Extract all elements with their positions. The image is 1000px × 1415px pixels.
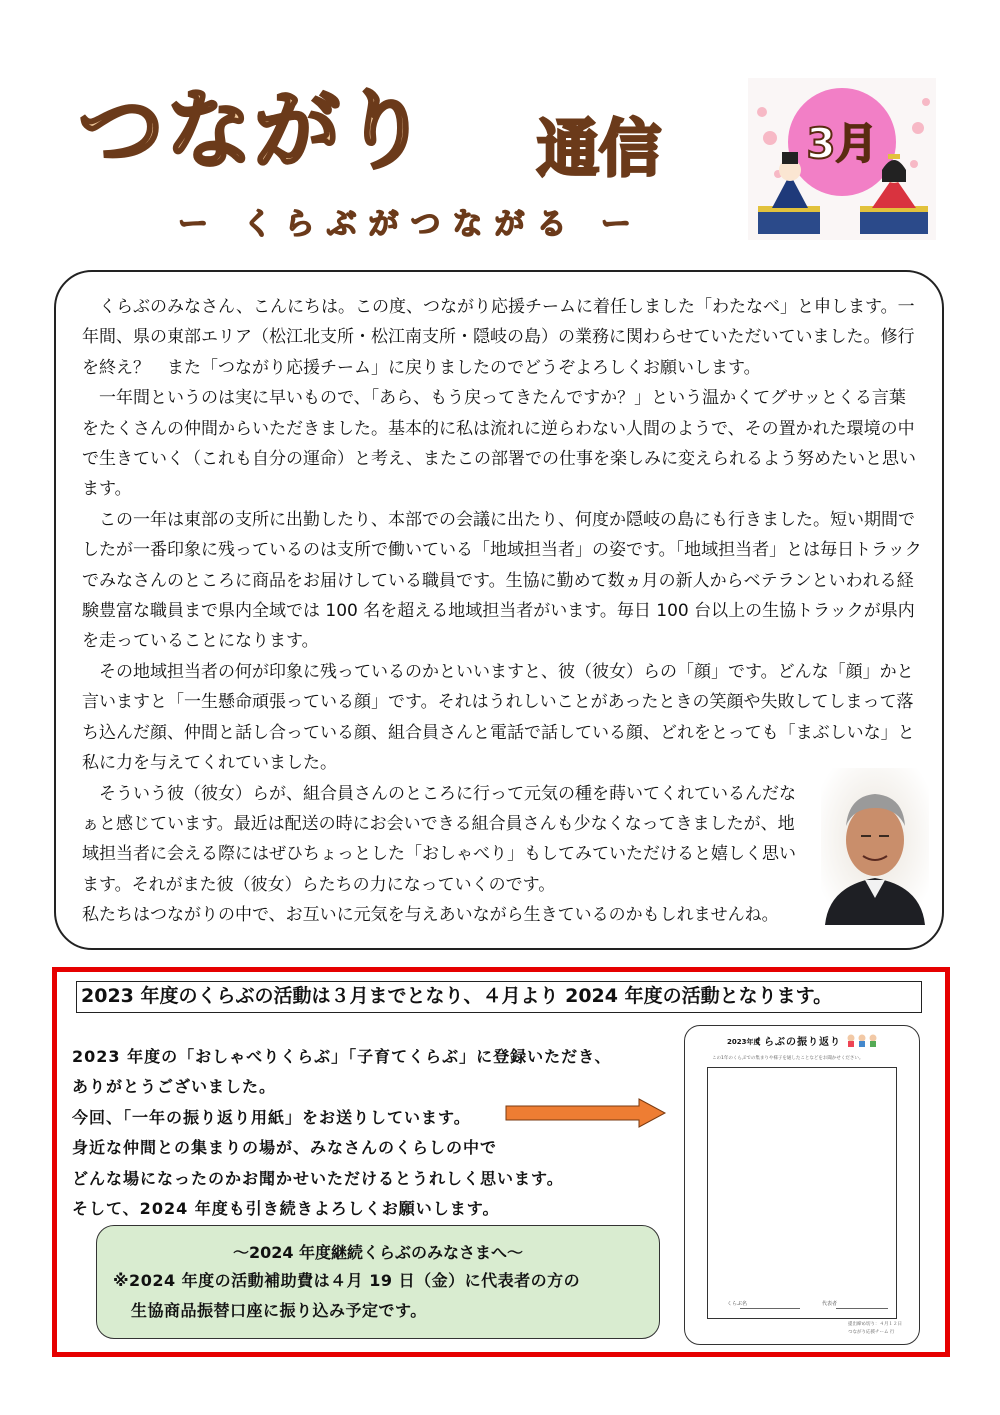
paragraph: その地域担当者の何が印象に残っているのかといいますと、彼（彼女）らの「顔」です。どんな「顔」かと言いますと「一生懸命頑張っている顔」です。それはうれしいことがあったときの笑顔や失敗してしまって落ち込んだ顔、仲間と話し合っている顔、組合員さんと電話で話している顔、どれをとっても「まぶしいな」と私に力を与えてくれていました。 — [82, 661, 915, 774]
sheet-club-line — [740, 1308, 800, 1309]
month-badge: 3月 — [806, 119, 878, 168]
sheet-title: くらぶの振り返り — [753, 1037, 841, 1048]
paragraph: この一年は東部の支所に出勤したり、本部での会議に出たり、何度か隠岐の島にも行きました。短い期間でしたが一番印象に残っているのは支所で働いている「地域担当者」の姿です。「地域担当者」とは毎日トラックでみなさんのところに商品をお届けしている職員です。生協に勤めて数ヵ月の新人からベテランといわれる経験豊富な職員まで県内全域では 100 名を超える地域担当者がいます。毎日 100 台以上の生協トラックが県内を走っていることになります。 — [82, 509, 922, 652]
newsletter-title-suffix: 通信 — [537, 112, 662, 185]
sheet-recipient: つながり応援チーム 行 — [848, 1330, 895, 1335]
subsidy-note-title: ～2024 年度継続くらぶのみなさまへ～ — [232, 1243, 524, 1262]
newsletter-title: つながり — [78, 81, 430, 181]
notice-body — [72, 1042, 672, 1224]
paragraph: そういう彼（彼女）らが、組合員さんのところに行って元気の種を蒔いてくれているんだなぁと感じています。最近は配送の時にお会いできる組合員さんも少なくなってきましたが、地域担当者に会える際にはぜひちょっとした「おしゃべり」もしてみていただけると嬉しく思います。それがまた彼（彼女）らたちの力になっていくのです。 — [82, 783, 796, 895]
paragraph: くらぶのみなさん、こんにちは。この度、つながり応援チームに着任しました「わたなべ」と申します。一年間、県の東部エリア（松江北支所・松江南支所・隠岐の島）の業務に関わらせていただいていました。修行を終え？ また「つながり応援チーム」に戻りましたのでどうぞよろしくお願いします。 — [82, 297, 915, 378]
subsidy-note-line: 生協商品振替口座に振り込み予定です。 — [131, 1301, 427, 1320]
hina-dolls-icon — [748, 78, 936, 240]
notice-headline: 2023 年度のくらぶの活動は３月までとなり、４月より 2024 年度の活動となります。 — [76, 981, 922, 1013]
notice-line: 今回、「一年の振り返り用紙」をお送りしています。 — [72, 1107, 471, 1127]
arrow-right-icon — [505, 1098, 667, 1128]
sheet-club-label: くらぶ名 — [727, 1301, 748, 1307]
sheet-writing-area — [707, 1067, 897, 1319]
paragraph: 一年間というのは実に早いもので、「あら、もう戻ってきたんですか？」という温かくてグサッとくる言葉をたくさんの仲間からいただきました。基本的に私は流れに逆らわない人間のようで、その置かれた環境の中で生きていく（これも自分の運命）と考え、またこの部署での仕事を楽しみに変えられるよう努めたいと思います。 — [82, 388, 917, 500]
paragraph: 私たちはつながりの中で、お互いに元気を与えあいながら生きているのかもしれませんね。 — [82, 905, 779, 926]
subsidy-note-line: ※2024 年度の活動補助費は４月 19 日（金）に代表者の方の — [113, 1271, 581, 1290]
greeting-message — [82, 292, 922, 931]
sheet-instruction: この1年のくらぶでの集まりや様子を通したことなどをお聞かせください。 — [712, 1056, 864, 1061]
notice-line: そして、2024 年度も引き続きよろしくお願いします。 — [72, 1199, 500, 1219]
tagline: ー くらぶがつながる ー — [178, 207, 643, 242]
sheet-year: 2023年度 — [727, 1038, 761, 1046]
author-photo — [821, 768, 929, 925]
notice-line: どんな場になったのかお聞かせいただけるとうれしく思います。 — [72, 1168, 564, 1188]
sheet-rep-label: 代表者 — [822, 1301, 838, 1307]
notice-line: 身近な仲間との集まりの場が、みなさんのくらしの中で — [72, 1138, 498, 1158]
sheet-rep-line — [836, 1308, 888, 1309]
notice-line: 2023 年度の「おしゃべりくらぶ」「子育てくらぶ」に登録いただき、 — [72, 1047, 612, 1066]
sheet-deadline: 提出締め切り：４月１２日 — [848, 1322, 902, 1327]
kids-illustration-icon — [846, 1032, 880, 1051]
notice-line: ありがとうございました。 — [72, 1077, 277, 1097]
hina-dolls-illustration — [748, 78, 936, 240]
